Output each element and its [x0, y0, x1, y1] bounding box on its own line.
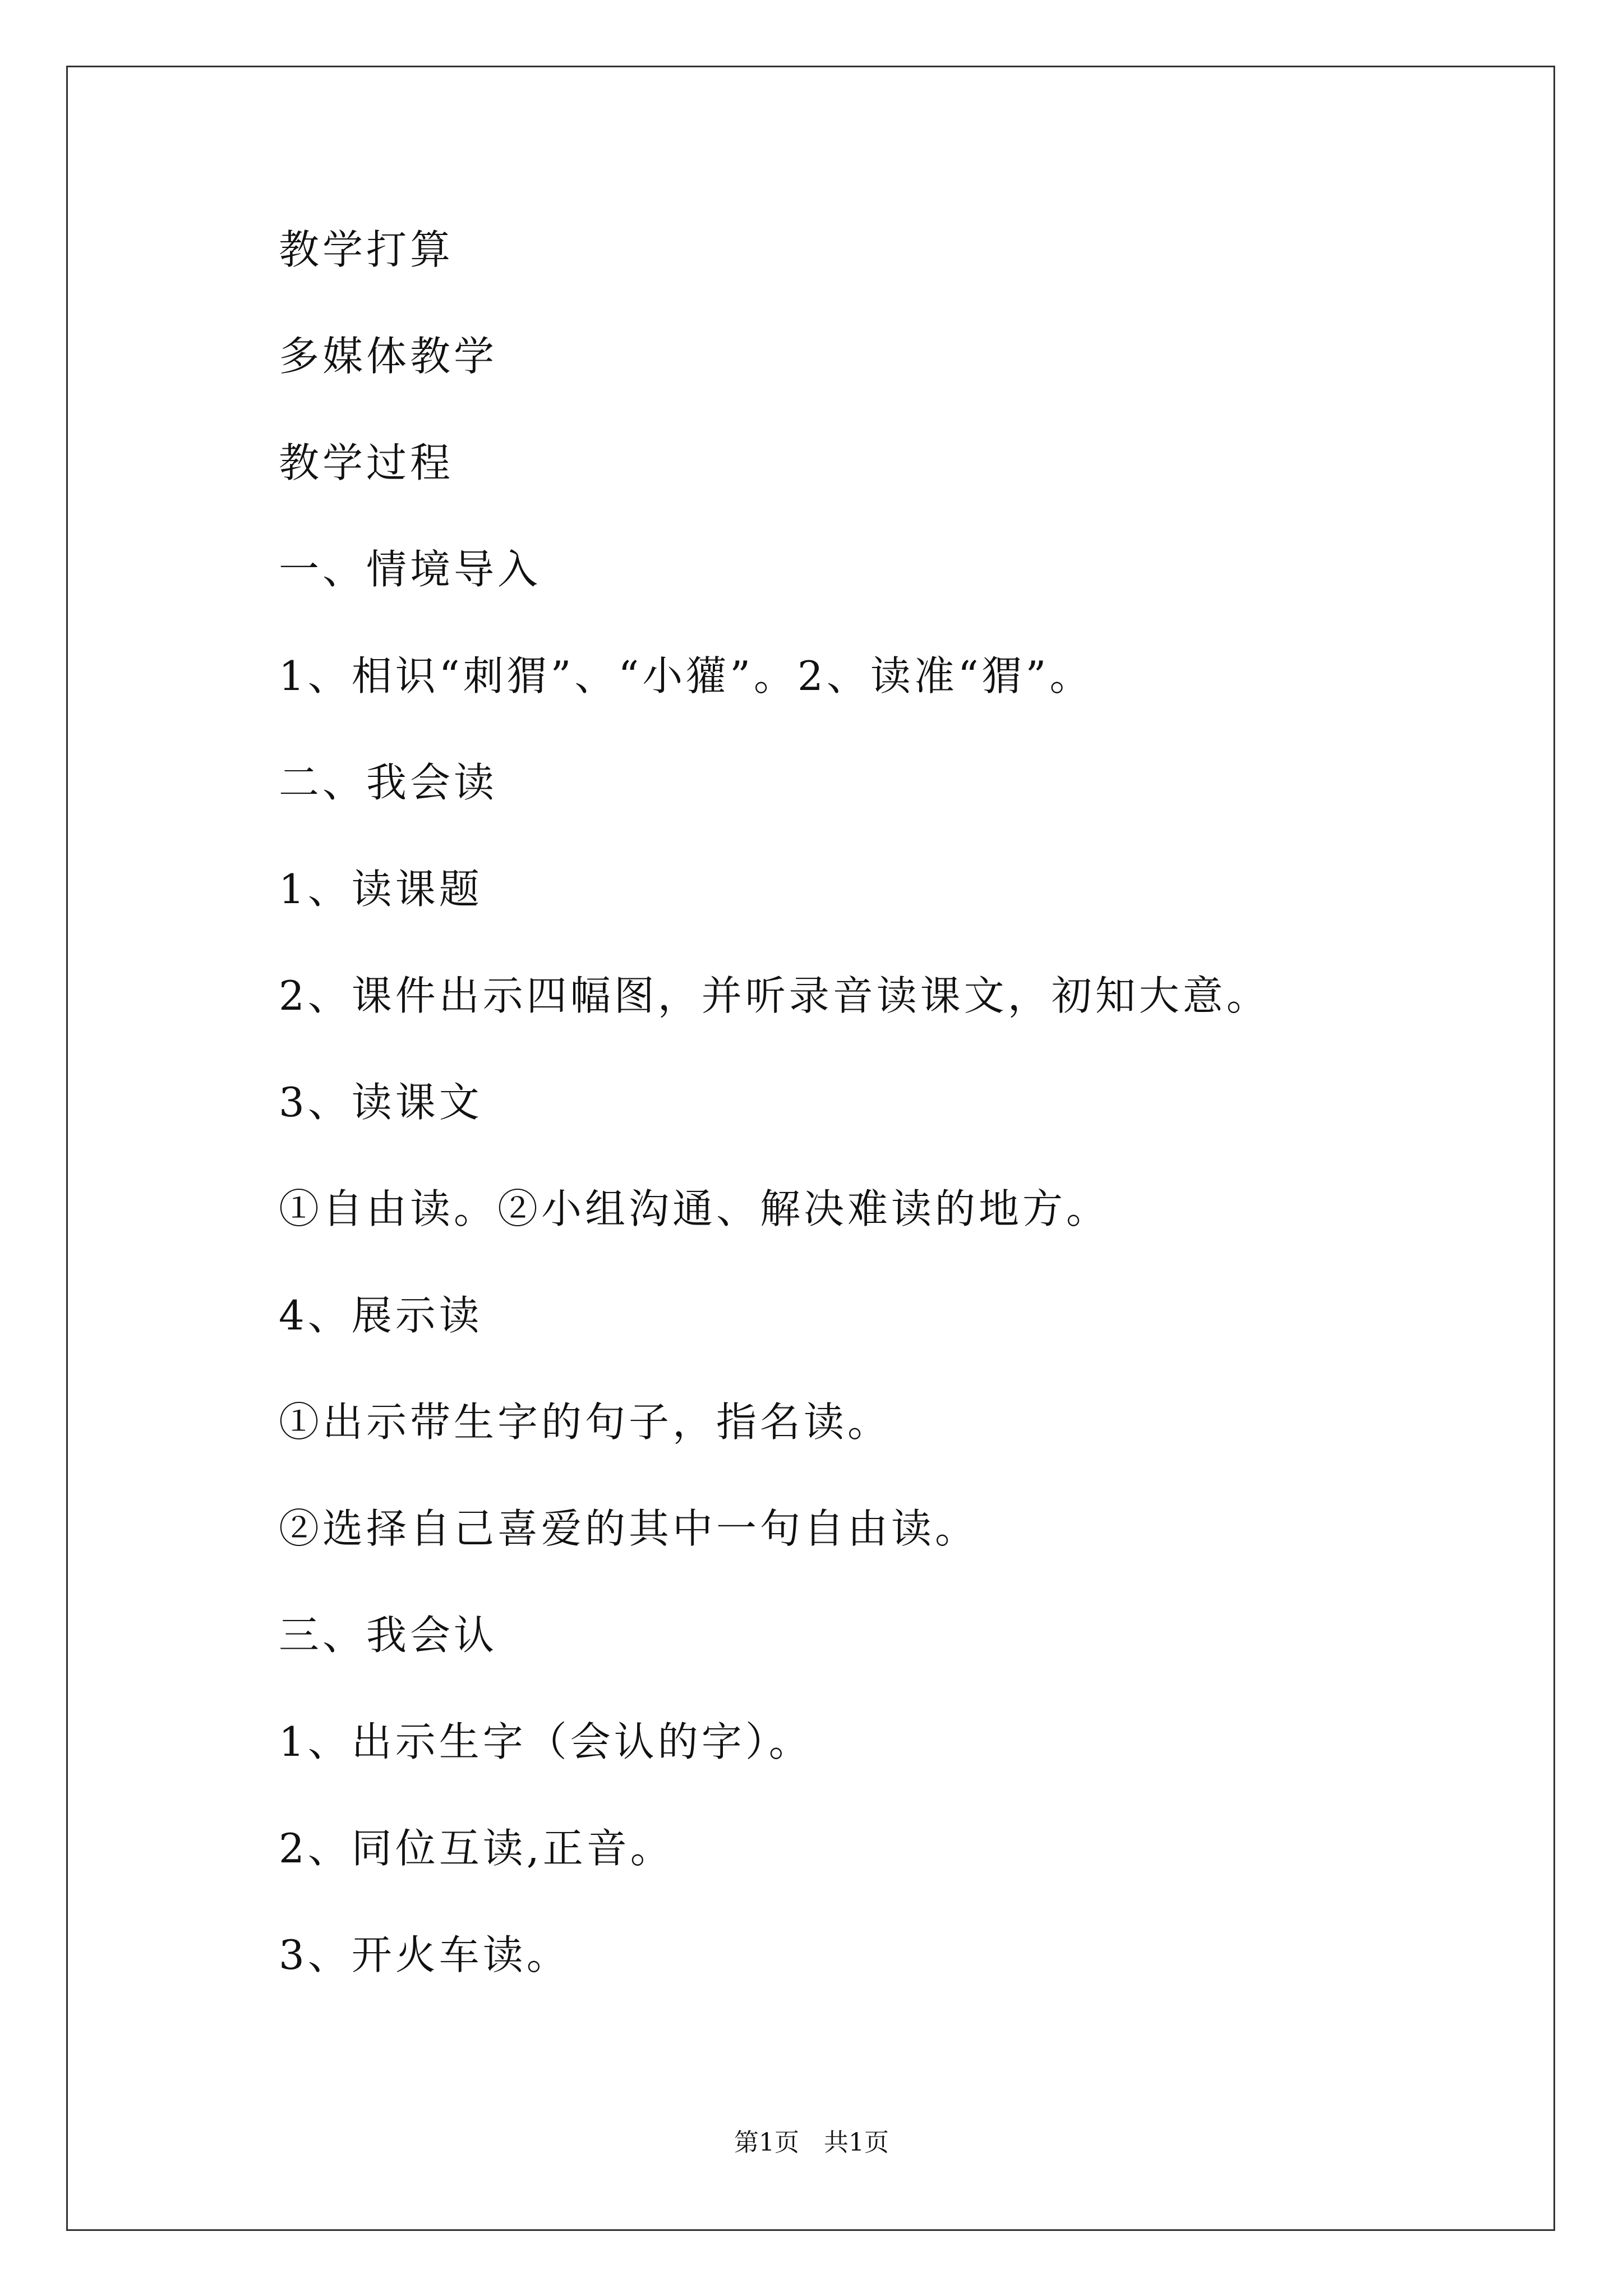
heading-teaching-plan: 教学打算: [279, 226, 454, 273]
list-item: ②选择自己喜爱的其中一句自由读。: [279, 1505, 979, 1552]
section-heading-3: 三、我会认: [279, 1612, 498, 1659]
list-item: 1、读课题: [279, 866, 483, 913]
text-multimedia: 多媒体教学: [279, 333, 498, 380]
heading-teaching-process: 教学过程: [279, 439, 454, 486]
list-item: 1、相识“刺猬”、“小獾”。2、读准“猬”。: [279, 652, 1094, 700]
list-item: 4、展示读: [279, 1292, 483, 1339]
list-item: 2、课件出示四幅图，并听录音读课文，初知大意。: [279, 972, 1270, 1019]
document-body: [279, 219, 1456, 2031]
section-heading-1: 一、情境导入: [279, 546, 542, 593]
list-item: 2、同位互读,正音。: [279, 1825, 674, 1872]
list-item: 3、开火车读。: [279, 1931, 570, 1978]
list-item: 1、出示生字（会认的字）。: [279, 1718, 813, 1765]
list-item: ①出示带生字的句子，指名读。: [279, 1398, 892, 1446]
page-footer: 第1页 共1页: [734, 2128, 889, 2157]
list-item: 3、读课文: [279, 1079, 483, 1126]
section-heading-2: 二、我会读: [279, 759, 498, 806]
list-item: ①自由读。②小组沟通、解决难读的地方。: [279, 1185, 1110, 1232]
